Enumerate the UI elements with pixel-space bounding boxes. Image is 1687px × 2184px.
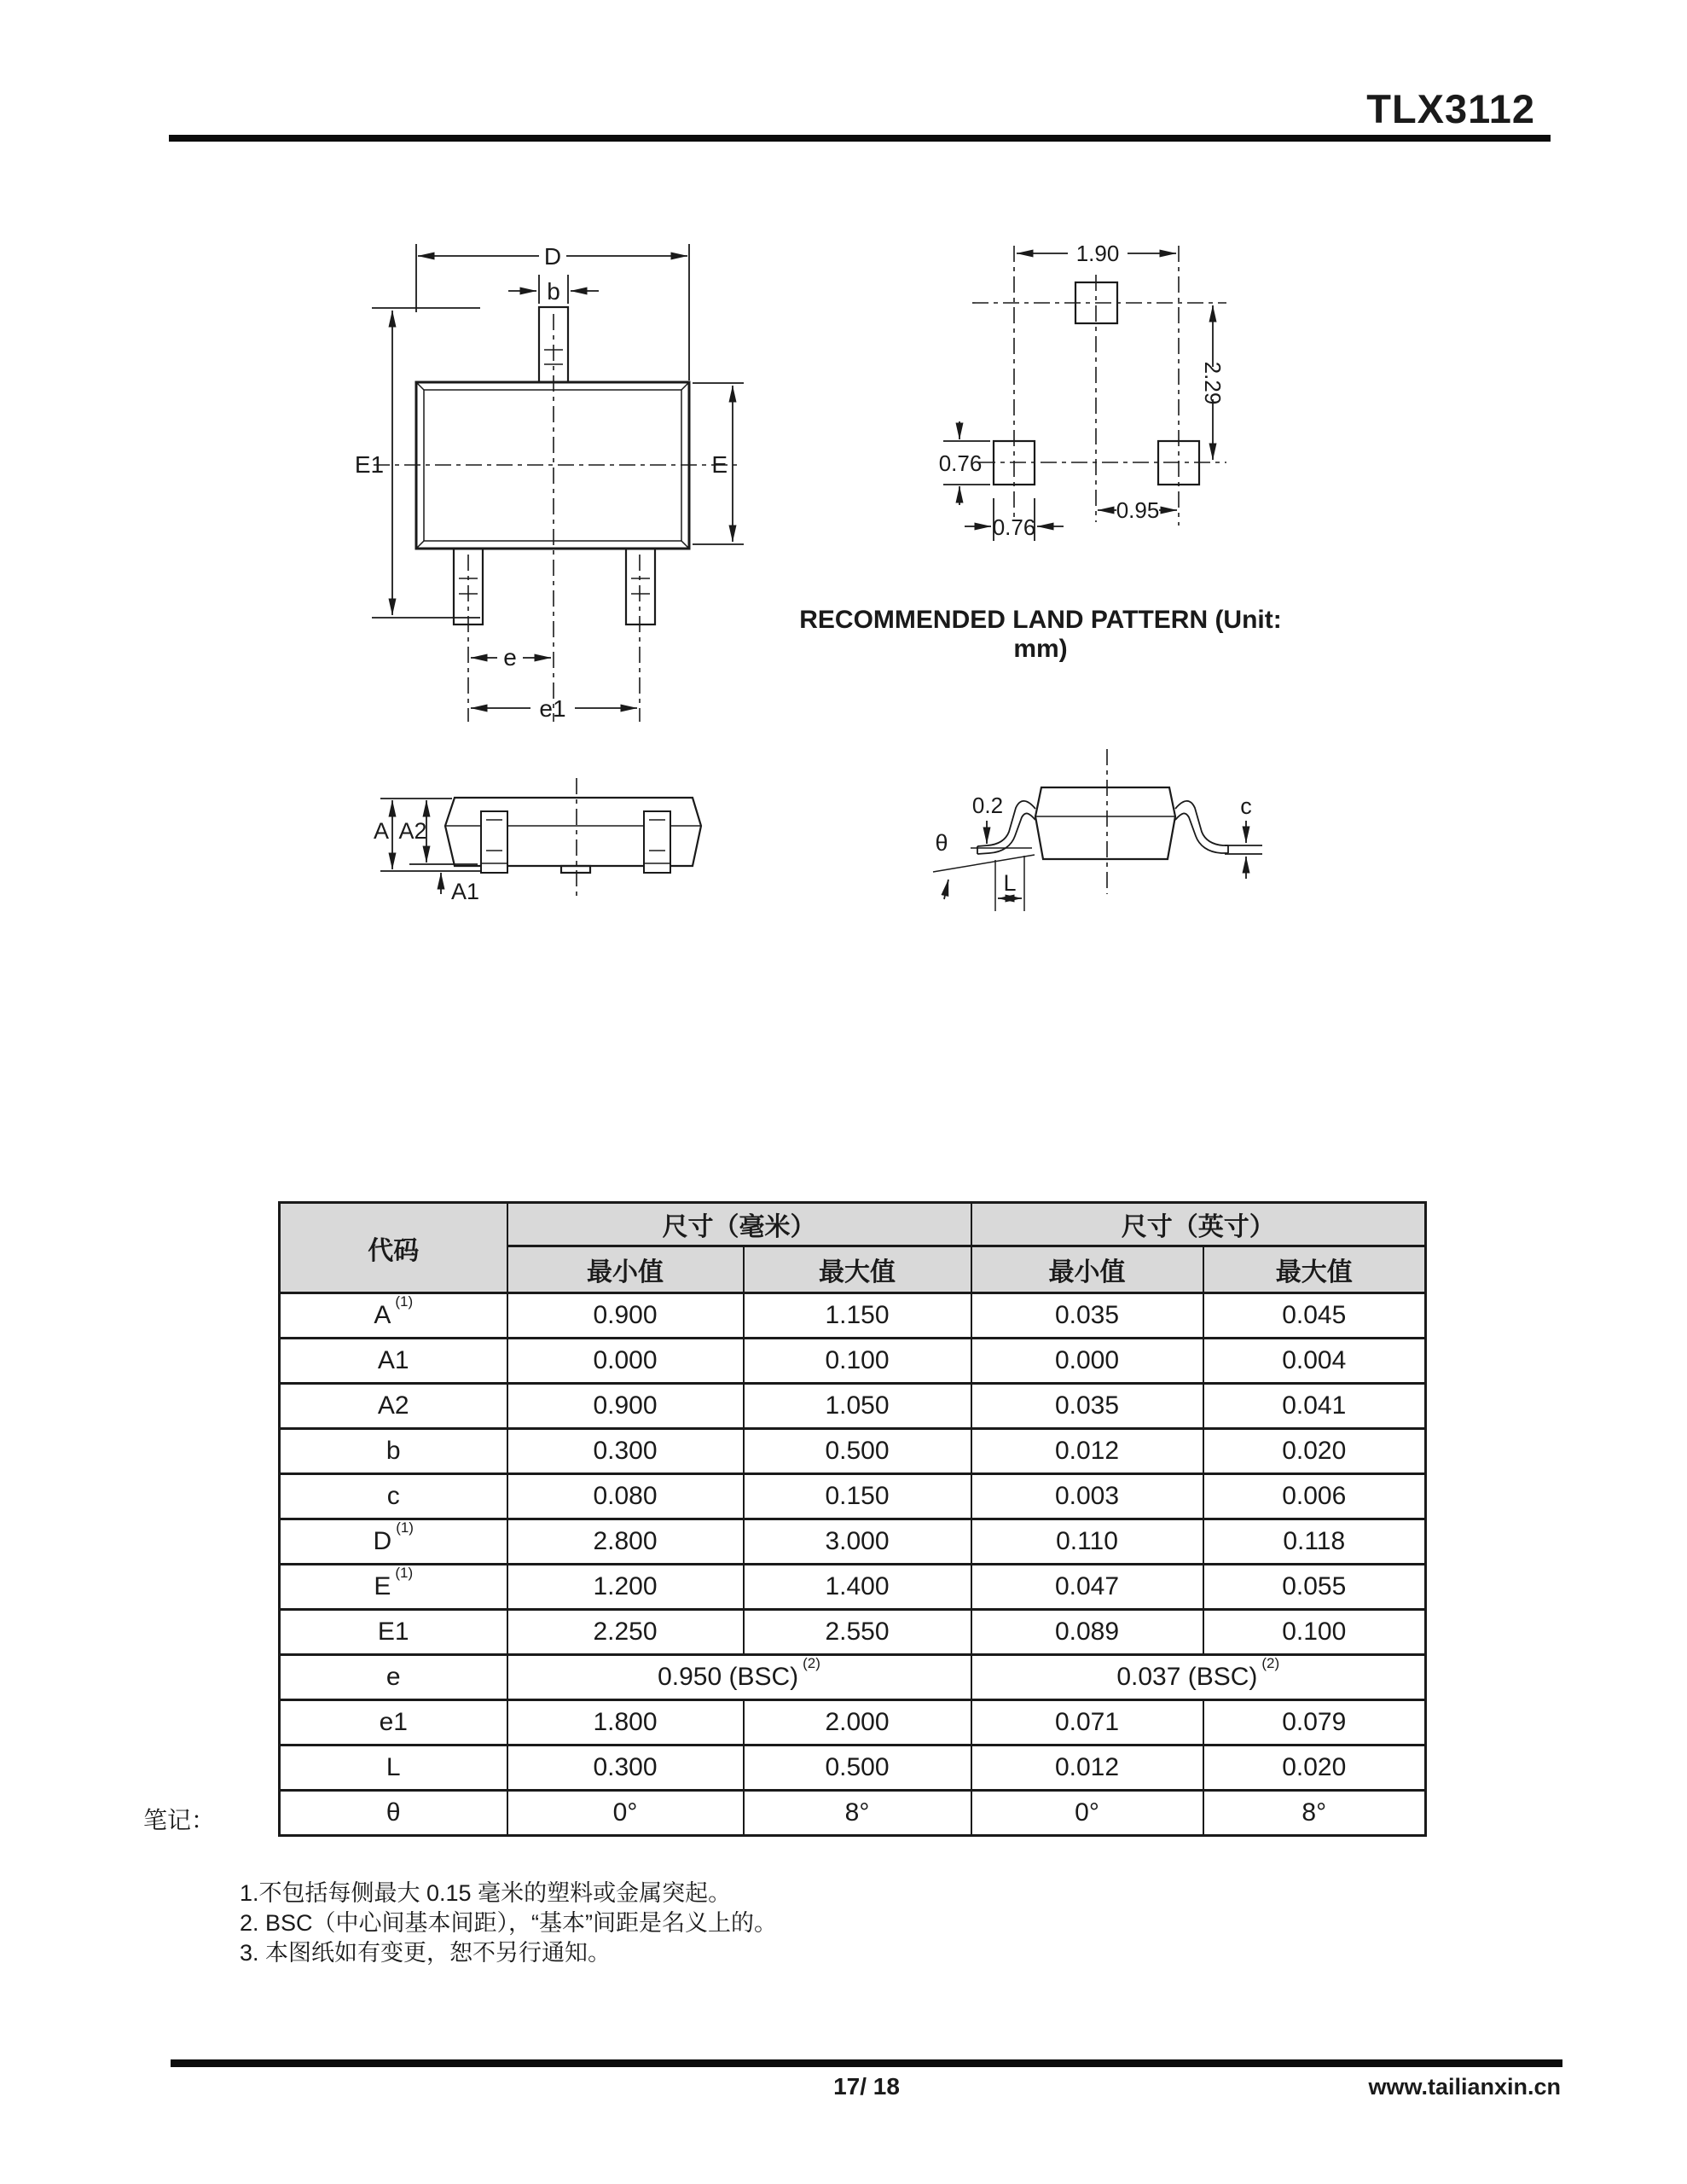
dim-label-D: D (543, 243, 562, 270)
mm-span-value: 0.950 (BSC) (658, 1663, 799, 1691)
dim-label-pad-width: 0.76 (992, 514, 1036, 540)
in-max-value: 0.118 (1203, 1519, 1426, 1565)
code-label: b (386, 1437, 401, 1465)
footer-rule (171, 2059, 1562, 2067)
note-item: 3. 本图纸如有变更，恕不另行通知。 (240, 1940, 612, 1966)
mm-max-value: 1.400 (744, 1565, 971, 1610)
col-header-code: 代码 (280, 1203, 507, 1293)
dim-label-standoff: 0.2 (971, 793, 1004, 818)
in-min-value: 0.000 (971, 1339, 1203, 1384)
in-min-value: 0.012 (971, 1429, 1203, 1474)
in-max-value: 0.100 (1203, 1610, 1426, 1655)
mm-max-value: 1.150 (744, 1293, 971, 1339)
col-header-mm-min: 最小值 (507, 1246, 744, 1293)
footnote-marker: (1) (396, 1519, 414, 1536)
in-max-value: 0.004 (1203, 1339, 1426, 1384)
code-label: e (386, 1663, 401, 1691)
code-label: A1 (377, 1346, 409, 1374)
top-view-dimensions (355, 243, 744, 722)
dimension-table (278, 1201, 1427, 1837)
mm-min-value: 0.300 (507, 1429, 744, 1474)
dim-label-b: b (547, 278, 560, 305)
in-min-value: 0.035 (971, 1293, 1203, 1339)
side-view-dimensions (374, 799, 482, 904)
in-min-value: 0.089 (971, 1610, 1203, 1655)
side-view-body (445, 778, 701, 896)
table-row (280, 1700, 1426, 1745)
in-max-value: 0.079 (1203, 1700, 1426, 1745)
in-min-value: 0° (971, 1791, 1203, 1836)
dim-label-E: E (711, 451, 728, 478)
mm-max-value: 0.500 (744, 1429, 971, 1474)
lead-profile-drawing (921, 742, 1279, 913)
code-label: θ (386, 1798, 401, 1827)
note-item: 2. BSC（中心间基本间距），“基本”间距是名义上的。 (240, 1910, 778, 1936)
top-view-body (416, 307, 689, 624)
dim-label-c: c (1240, 793, 1252, 819)
code-label: E (374, 1572, 391, 1600)
mm-max-value: 1.050 (744, 1384, 971, 1429)
dim-label-theta: θ (935, 830, 948, 856)
top-view-centerlines (374, 314, 740, 722)
dim-label-pitch: 0.95 (1116, 497, 1160, 523)
in-min-value: 0.047 (971, 1565, 1203, 1610)
in-max-value: 0.020 (1203, 1429, 1426, 1474)
table-row (280, 1384, 1426, 1429)
mm-min-value: 1.800 (507, 1700, 744, 1745)
mm-min-value: 0.300 (507, 1745, 744, 1791)
in-min-value: 0.110 (971, 1519, 1203, 1565)
code-label: E1 (377, 1618, 409, 1646)
in-max-value: 0.006 (1203, 1474, 1426, 1519)
table-row (280, 1339, 1426, 1384)
package-top-view-drawing (350, 235, 755, 725)
col-header-in-min: 最小值 (971, 1246, 1203, 1293)
mm-max-value: 0.500 (744, 1745, 971, 1791)
dim-label-height: 2.29 (1200, 361, 1226, 405)
mm-min-value: 0.000 (507, 1339, 744, 1384)
mm-min-value: 0.900 (507, 1384, 744, 1429)
code-label: e1 (379, 1708, 408, 1736)
in-min-value: 0.003 (971, 1474, 1203, 1519)
package-side-view-drawing (367, 768, 725, 917)
mm-min-value: 2.250 (507, 1610, 744, 1655)
table-header-row (280, 1203, 1426, 1246)
dim-label-A1: A1 (451, 879, 480, 904)
table-row (280, 1519, 1426, 1565)
in-min-value: 0.012 (971, 1745, 1203, 1791)
col-header-mm-max: 最大值 (744, 1246, 971, 1293)
land-pattern-drawing (921, 239, 1271, 555)
mm-min-value: 2.800 (507, 1519, 744, 1565)
note-item: 1.不包括每侧最大 0.15 毫米的塑料或金属突起。 (240, 1880, 732, 1906)
code-label: A (374, 1301, 391, 1329)
code-label: c (386, 1482, 400, 1510)
dim-label-width: 1.90 (1075, 241, 1120, 266)
dim-label-e1: e1 (539, 695, 566, 722)
land-pattern-centerlines (972, 246, 1226, 526)
in-max-value: 0.045 (1203, 1293, 1426, 1339)
dim-label-A: A (373, 818, 389, 844)
mm-max-value: 0.150 (744, 1474, 971, 1519)
in-max-value: 8° (1203, 1791, 1426, 1836)
mm-min-value: 0° (507, 1791, 744, 1836)
table-row (280, 1429, 1426, 1474)
code-label: L (386, 1753, 401, 1781)
page-number: 17/ 18 (833, 2073, 900, 2100)
table-row (280, 1610, 1426, 1655)
col-header-mm: 尺寸（毫米） (507, 1203, 971, 1246)
table-row (280, 1655, 1426, 1700)
mm-min-value: 0.900 (507, 1293, 744, 1339)
dim-label-pad-height: 0.76 (938, 450, 983, 476)
mm-min-value: 1.200 (507, 1565, 744, 1610)
table-row (280, 1745, 1426, 1791)
mm-max-value: 3.000 (744, 1519, 971, 1565)
code-label: D (373, 1527, 392, 1555)
col-header-inch: 尺寸（英寸） (971, 1203, 1426, 1246)
land-pattern-caption: RECOMMENDED LAND PATTERN (Unit: mm) (799, 606, 1282, 663)
footnote-marker: (2) (803, 1655, 820, 1671)
table-row (280, 1565, 1426, 1610)
page-title: TLX3112 (1366, 86, 1535, 131)
in-span-value: 0.037 (BSC) (1116, 1663, 1258, 1691)
land-pattern-dimensions (939, 241, 1226, 541)
in-min-value: 0.071 (971, 1700, 1203, 1745)
in-max-value: 0.020 (1203, 1745, 1426, 1791)
footnote-marker: (1) (395, 1565, 414, 1581)
notes-label: 笔记： (143, 1807, 216, 1833)
in-max-value: 0.055 (1203, 1565, 1426, 1610)
code-label: A2 (377, 1391, 409, 1420)
website-text: www.tailianxin.cn (1368, 2074, 1561, 2100)
table-row (280, 1474, 1426, 1519)
table-row (280, 1791, 1426, 1836)
in-min-value: 0.035 (971, 1384, 1203, 1429)
mm-max-value: 2.550 (744, 1610, 971, 1655)
dim-label-e: e (503, 644, 517, 671)
dim-label-E1: E1 (354, 451, 385, 478)
footnote-marker: (2) (1261, 1655, 1280, 1671)
mm-max-value: 0.100 (744, 1339, 971, 1384)
footnote-marker: (1) (395, 1293, 414, 1310)
table-row (280, 1293, 1426, 1339)
dim-label-A2: A2 (398, 818, 427, 844)
dim-label-L: L (1003, 870, 1017, 896)
header-rule (169, 135, 1551, 142)
notes-list (240, 1879, 777, 1968)
mm-max-value: 2.000 (744, 1700, 971, 1745)
in-max-value: 0.041 (1203, 1384, 1426, 1429)
mm-max-value: 8° (744, 1791, 971, 1836)
mm-min-value: 0.080 (507, 1474, 744, 1519)
col-header-in-max: 最大值 (1203, 1246, 1426, 1293)
